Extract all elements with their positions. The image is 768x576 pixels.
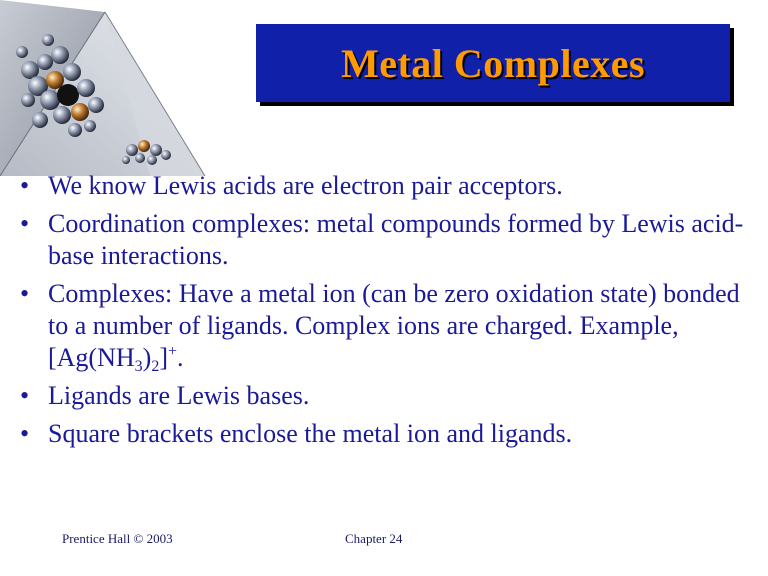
bullet-text-part: Complexes: Have a metal ion (can be zero oxidation state) bonded to a number of ligands. Complex ions are charged. Example, [Ag(NH — [48, 279, 740, 372]
bullet-dot-icon: • — [20, 171, 30, 200]
bullet-list — [18, 170, 753, 456]
bullet-text-part: . — [177, 343, 184, 372]
bullet-text — [48, 279, 740, 375]
bullet-item — [18, 380, 753, 412]
title-box — [256, 24, 730, 102]
bullet-dot-icon: • — [20, 279, 30, 308]
footer-publisher: Prentice Hall © 2003 — [62, 531, 173, 546]
bullet-text: We know Lewis acids are electron pair acceptors. — [48, 171, 563, 200]
molecule-pyramid-icon — [0, 0, 210, 180]
bullet-dot-icon: • — [20, 209, 30, 238]
bullet-item — [18, 208, 753, 272]
bullet-text-part: ] — [159, 343, 168, 372]
footer-chapter: Chapter 24 — [345, 531, 403, 546]
subscript: 2 — [151, 358, 160, 375]
bullet-text: Square brackets enclose the metal ion and ligands. — [48, 419, 573, 448]
bullet-item — [18, 418, 753, 450]
bullet-item — [18, 170, 753, 202]
bullet-dot-icon: • — [20, 419, 30, 448]
superscript: + — [168, 343, 178, 360]
page-title: Metal Complexes — [340, 40, 646, 86]
bullet-text: Ligands are Lewis bases. — [48, 381, 310, 410]
bullet-text: Coordination complexes: metal compounds formed by Lewis acid-base interactions. — [48, 209, 744, 270]
subscript: 3 — [134, 358, 143, 375]
bullet-item — [18, 278, 753, 374]
bullet-dot-icon: • — [20, 381, 30, 410]
bullet-text-part: ) — [142, 343, 152, 372]
